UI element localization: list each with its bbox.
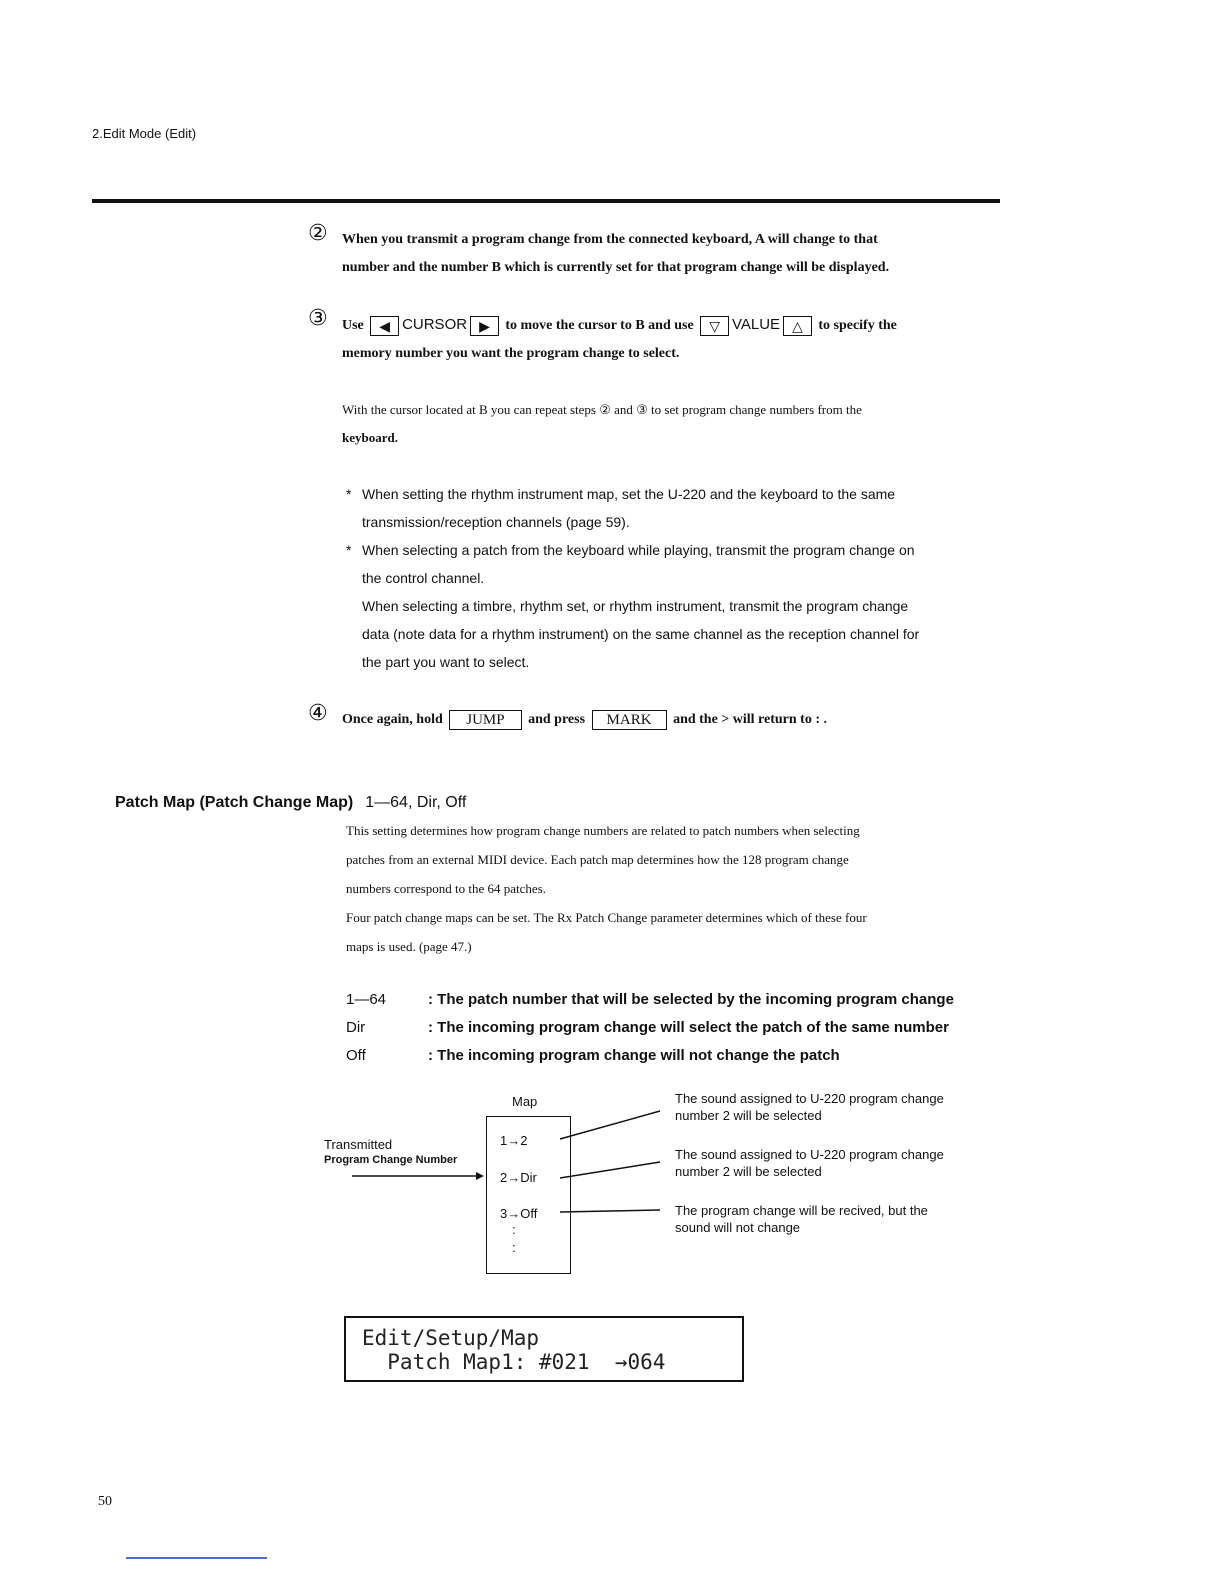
desc-line-3: numbers correspond to the 64 patches. xyxy=(346,881,547,896)
step-4-text-2: and press xyxy=(528,712,586,727)
cursor-left-key: ◀ xyxy=(370,316,399,336)
desc-line-2: patches from an external MIDI device. Each patch map determines how the 128 program change xyxy=(346,852,849,867)
callout-line-3 xyxy=(560,1210,660,1212)
step-2-line-1: When you transmit a program change from the connected keyboard, A will change to that xyxy=(342,232,878,247)
step-2-line-2: number and the number B which is currently set for that program change will be displayed. xyxy=(342,260,890,275)
map-label: Map xyxy=(512,1094,538,1109)
option-key: Dir xyxy=(346,1019,366,1036)
map-row-3: 3→Off xyxy=(500,1206,538,1221)
step-4-marker: ④ xyxy=(308,701,328,726)
lcd-display xyxy=(344,1316,744,1382)
step-3-specify-text: to specify the xyxy=(818,318,897,333)
jump-key: JUMP xyxy=(449,710,521,730)
bullet-2-line-5: the part you want to select. xyxy=(362,654,530,670)
desc-line-5: maps is used. (page 47.) xyxy=(346,939,472,954)
callout-line-1 xyxy=(560,1111,660,1139)
option-value: : The incoming program change will select the patch of the same number xyxy=(428,1019,949,1036)
desc-line-4: Four patch change maps can be set. The Rx Patch Change parameter determines which of these four xyxy=(346,910,867,925)
callout-line-2 xyxy=(560,1162,660,1178)
desc-line-1: This setting determines how program change numbers are related to patch numbers when selecting xyxy=(346,823,860,838)
option-key: Off xyxy=(346,1047,366,1064)
callout-text-2 xyxy=(675,1146,944,1180)
section-title-text: Patch Map (Patch Change Map) xyxy=(115,794,354,811)
map-row-1: 1→2 xyxy=(500,1133,528,1148)
step-4-text-1: Once again, hold xyxy=(342,712,443,727)
option-value: : The patch number that will be selected by the incoming program change xyxy=(428,991,954,1008)
step-3-line-2: memory number you want the program change to select. xyxy=(342,346,680,361)
cursor-right-key: ▶ xyxy=(470,316,499,336)
callout-1-line-2: number 2 will be selected xyxy=(675,1108,822,1123)
cursor-symbol: > xyxy=(721,712,730,727)
lcd-line-2: Patch Map1: #021 →064 xyxy=(362,1350,666,1374)
program-change-number-label: Program Change Number xyxy=(324,1154,458,1166)
step-3-use-text: Use xyxy=(342,318,364,333)
input-arrow-head xyxy=(476,1172,484,1180)
step-3-marker: ③ xyxy=(308,306,328,331)
step-2-marker: ② xyxy=(308,221,328,246)
map-row-2: 2→Dir xyxy=(500,1170,537,1185)
lcd-line-1: Edit/Setup/Map xyxy=(362,1326,540,1350)
value-up-key: △ xyxy=(783,316,812,336)
colon-symbol: : xyxy=(815,712,821,727)
mark-key: MARK xyxy=(592,710,667,730)
step-3-move-text: to move the cursor to B and use xyxy=(505,318,694,333)
callout-2-line-1: The sound assigned to U-220 program change xyxy=(675,1147,944,1162)
transmitted-label: Transmitted xyxy=(324,1137,393,1152)
value-key-label: VALUE xyxy=(731,316,781,333)
section-range: 1—64, Dir, Off xyxy=(365,794,467,811)
cursor-key-label: CURSOR xyxy=(402,316,468,333)
callout-3-line-1: The program change will be recived, but the xyxy=(675,1203,928,1218)
step-4-text-3: and the xyxy=(673,712,718,727)
map-dots-1: : xyxy=(512,1222,516,1237)
step-4-text-5: . xyxy=(823,712,828,727)
bullet-1-line-1: * When setting the rhythm instrument map, set the U-220 and the keyboard to the same xyxy=(346,480,1002,508)
bullet-2-line-1: * When selecting a patch from the keyboard while playing, transmit the program change on xyxy=(346,536,1002,564)
step-4-text-4: will return to xyxy=(732,712,812,727)
option-key: 1—64 xyxy=(346,991,387,1008)
callout-2-line-2: number 2 will be selected xyxy=(675,1164,822,1179)
value-down-key: ▽ xyxy=(700,316,729,336)
bullet-2-line-4: data (note data for a rhythm instrument) on the same channel as the reception channel for xyxy=(362,626,920,642)
page-number: 50 xyxy=(98,1494,112,1509)
bullet-1-line-2: transmission/reception channels (page 59). xyxy=(362,514,630,530)
bullet-2-line-2: the control channel. xyxy=(362,570,485,586)
bullet-2-line-3: When selecting a timbre, rhythm set, or rhythm instrument, transmit the program change xyxy=(362,598,909,614)
option-value: : The incoming program change will not change the patch xyxy=(428,1047,840,1064)
footer-bar xyxy=(126,1557,267,1559)
page-header: 2.Edit Mode (Edit) xyxy=(92,126,197,141)
callout-text-3 xyxy=(675,1202,928,1236)
callout-text-1 xyxy=(675,1090,944,1124)
callout-1-line-1: The sound assigned to U-220 program change xyxy=(675,1091,944,1106)
note-line-1: With the cursor located at B you can repeat steps ② and ③ to set program change numbers from the xyxy=(342,402,862,417)
callout-3-line-2: sound will not change xyxy=(675,1220,801,1235)
note-line-2: keyboard. xyxy=(342,430,398,445)
map-dots-2: : xyxy=(512,1240,516,1255)
